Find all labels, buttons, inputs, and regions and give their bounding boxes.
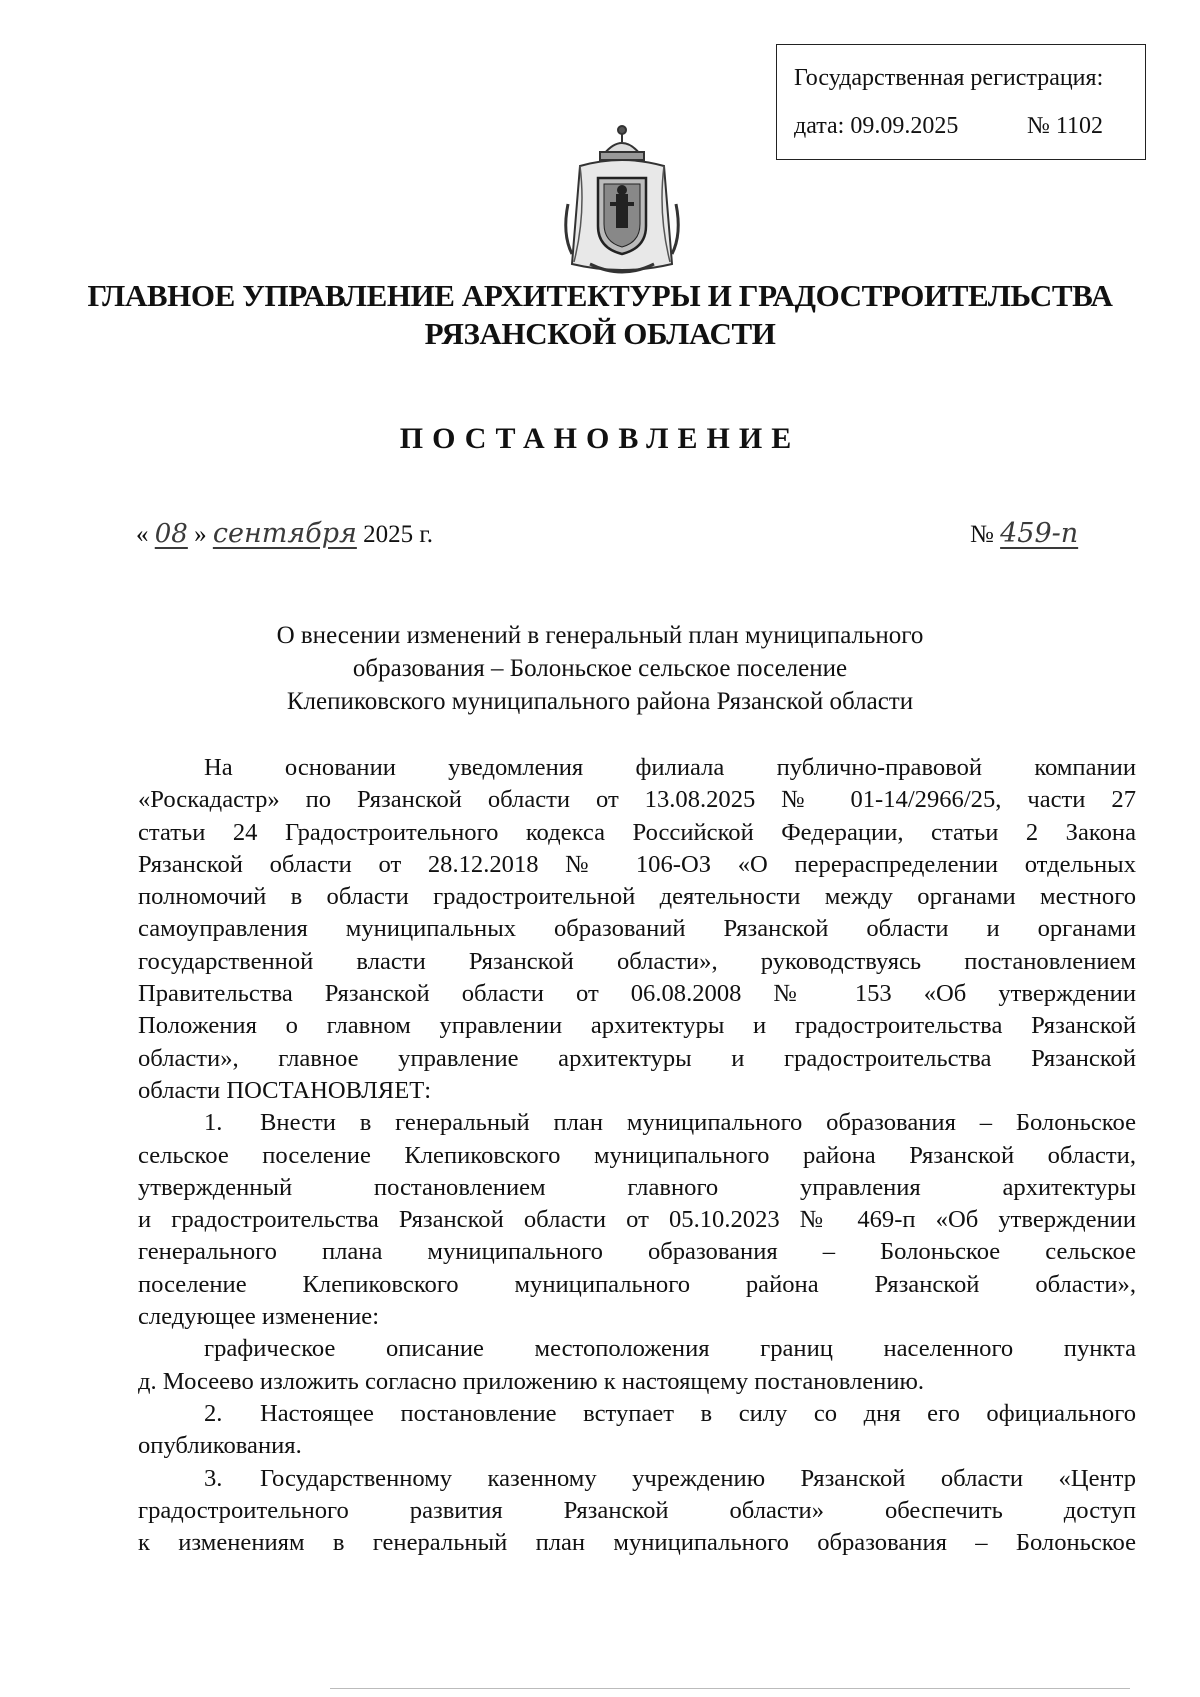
body-line: сельское поселение Клепиковского муниципального района Рязанской области, xyxy=(138,1141,1136,1169)
date-year: 2025 г. xyxy=(363,521,434,548)
body-line: области», главное управление архитектуры и градостроительства Рязанской xyxy=(138,1044,1136,1072)
body-line: государственной власти Рязанской области», руководствуясь постановлением xyxy=(138,947,1136,975)
body-line: Правительства Рязанской области от 06.08.2008 № 153 «Об утверждении xyxy=(138,980,1136,1008)
body-line: графическое описание местоположения границ населенного пункта xyxy=(204,1335,1136,1363)
date-month-handwritten: сентября xyxy=(212,518,357,549)
subject-line-3: Клепиковского муниципального района Рязанской области xyxy=(286,688,914,715)
registration-stamp xyxy=(776,44,1146,160)
document-body xyxy=(138,752,1136,1559)
body-line: и градостроительства Рязанской области от 05.10.2023 № 469-п «Об утверждении xyxy=(138,1206,1136,1234)
body-line: генерального плана муниципального образования – Болоньское сельское xyxy=(138,1238,1136,1266)
body-line: следующее изменение: xyxy=(138,1303,380,1331)
date-day-handwritten: 08 xyxy=(154,519,188,549)
registration-title: Государственная регистрация: xyxy=(794,65,1104,91)
subject-line-1: О внесении изменений в генеральный план муниципального xyxy=(276,622,924,649)
document-date xyxy=(136,518,433,549)
item-3-text: Государственному казенному учреждению Рязанской области «Центр xyxy=(260,1464,1136,1492)
body-line: «Роскадастр» по Рязанской области от 13.08.2025 № 01-14/2966/25, части 27 xyxy=(138,786,1136,814)
agency-name-line-1: ГЛАВНОЕ УПРАВЛЕНИЕ АРХИТЕКТУРЫ И ГРАДОСТРОИТЕЛЬСТВА xyxy=(87,278,1113,313)
body-line: области ПОСТАНОВЛЯЕТ: xyxy=(138,1076,432,1104)
subject-line-2: образования – Болоньское сельское поселение xyxy=(352,655,848,682)
registration-number: № 1102 xyxy=(1027,113,1104,139)
body-line: Рязанской области от 28.12.2018 № 106-ОЗ «О перераспределении отдельных xyxy=(138,850,1136,878)
body-line: статьи 24 Градостроительного кодекса Российской Федерации, статьи 2 Закона xyxy=(138,818,1136,846)
date-close-quote: » xyxy=(194,521,207,548)
body-line: д. Мосеево изложить согласно приложению к настоящему постановлению. xyxy=(138,1367,925,1395)
number-value-handwritten: 459-п xyxy=(1000,518,1079,549)
body-line: Положения о главном управлении архитектуры и градостроительства Рязанской xyxy=(138,1012,1136,1040)
item-1-line xyxy=(138,1107,1136,1139)
item-number: 1. xyxy=(204,1109,223,1137)
body-line: На основании уведомления филиала публично-правовой компании xyxy=(204,754,1136,781)
document-number xyxy=(970,518,1078,549)
item-number: 3. xyxy=(204,1464,223,1492)
item-3-line xyxy=(138,1463,1136,1495)
item-number: 2. xyxy=(204,1399,223,1427)
body-line: полномочий в области градостроительной деятельности между органами местного xyxy=(138,883,1136,911)
item-2-line xyxy=(138,1398,1136,1430)
number-label: № xyxy=(970,521,994,548)
body-line: к изменениям в генеральный план муниципального образования – Болоньское xyxy=(138,1529,1136,1557)
body-line: самоуправления муниципальных образований Рязанской области и органами xyxy=(138,915,1136,943)
item-1-text: Внести в генеральный план муниципального образования – Болоньское xyxy=(260,1109,1136,1137)
item-2-text: Настоящее постановление вступает в силу со дня его официального xyxy=(260,1399,1136,1427)
agency-name-line-2: РЯЗАНСКОЙ ОБЛАСТИ xyxy=(424,316,776,351)
body-line: поселение Клепиковского муниципального района Рязанской области», xyxy=(138,1270,1136,1298)
document-type-heading: ПОСТАНОВЛЕНИЕ xyxy=(399,422,801,455)
date-open-quote: « xyxy=(136,521,149,548)
body-line: градостроительного развития Рязанской области» обеспечить доступ xyxy=(138,1496,1136,1524)
body-line: утвержденный постановлением главного управления архитектуры xyxy=(138,1173,1136,1201)
page-bottom-rule xyxy=(330,1688,1130,1689)
registration-date: дата: 09.09.2025 xyxy=(794,113,959,139)
coat-of-arms-icon xyxy=(560,114,684,282)
body-line: опубликования. xyxy=(138,1432,302,1460)
